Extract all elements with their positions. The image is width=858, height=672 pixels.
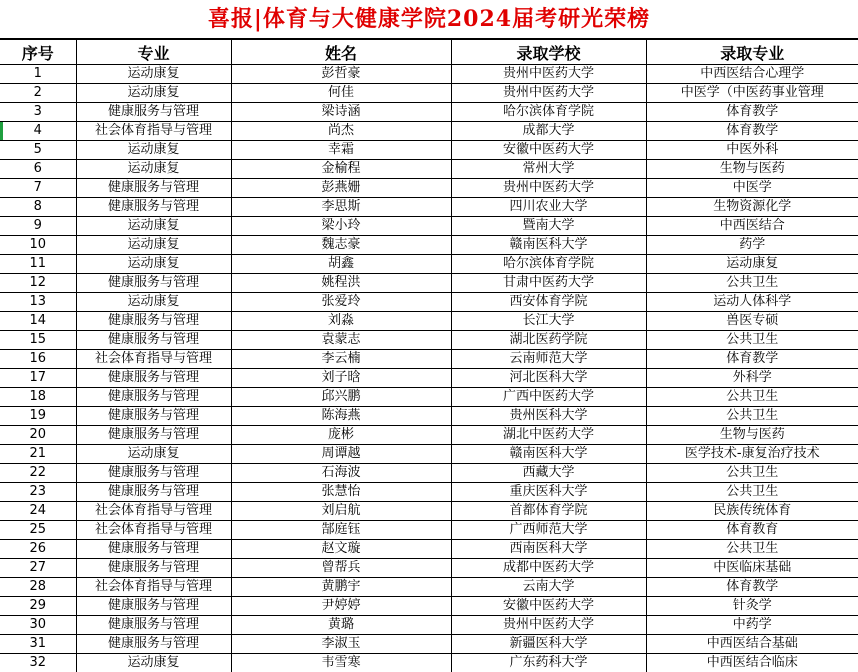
cell-name[interactable]: 郜庭钰 bbox=[231, 521, 451, 540]
cell-school[interactable]: 贵州中医药大学 bbox=[451, 616, 646, 635]
cell-admitted-major[interactable]: 体育教学 bbox=[646, 103, 858, 122]
cell-admitted-major[interactable]: 运动康复 bbox=[646, 255, 858, 274]
cell-index[interactable]: 18 bbox=[0, 388, 76, 407]
cell-name[interactable]: 邱兴鹏 bbox=[231, 388, 451, 407]
cell-admitted-major[interactable]: 中西医结合基础 bbox=[646, 635, 858, 654]
cell-major[interactable]: 社会体育指导与管理 bbox=[76, 521, 231, 540]
cell-name[interactable]: 周谭越 bbox=[231, 445, 451, 464]
cell-major[interactable]: 健康服务与管理 bbox=[76, 198, 231, 217]
cell-name[interactable]: 梁诗涵 bbox=[231, 103, 451, 122]
table-row bbox=[0, 141, 858, 160]
cell-name[interactable]: 张爱玲 bbox=[231, 293, 451, 312]
cell-name[interactable]: 魏志豪 bbox=[231, 236, 451, 255]
table-row bbox=[0, 179, 858, 198]
table-row bbox=[0, 654, 858, 672]
table-row bbox=[0, 464, 858, 483]
cell-admitted-major[interactable]: 中西医结合临床 bbox=[646, 654, 858, 672]
cell-school[interactable]: 贵州中医药大学 bbox=[451, 179, 646, 198]
cell-major[interactable]: 健康服务与管理 bbox=[76, 483, 231, 502]
cell-index[interactable]: 6 bbox=[0, 160, 76, 179]
cell-admitted-major[interactable]: 生物与医药 bbox=[646, 426, 858, 445]
cell-major[interactable]: 健康服务与管理 bbox=[76, 559, 231, 578]
table-row bbox=[0, 616, 858, 635]
cell-school[interactable]: 新疆医科大学 bbox=[451, 635, 646, 654]
cell-index[interactable]: 13 bbox=[0, 293, 76, 312]
cell-index[interactable]: 25 bbox=[0, 521, 76, 540]
cell-school[interactable]: 四川农业大学 bbox=[451, 198, 646, 217]
cell-school[interactable]: 首都体育学院 bbox=[451, 502, 646, 521]
cell-admitted-major[interactable]: 公共卫生 bbox=[646, 464, 858, 483]
cell-admitted-major[interactable]: 中医临床基础 bbox=[646, 559, 858, 578]
cell-school[interactable]: 云南师范大学 bbox=[451, 350, 646, 369]
cell-name[interactable]: 赵文璇 bbox=[231, 540, 451, 559]
cell-admitted-major[interactable]: 中医学（中医药事业管理 bbox=[646, 84, 858, 103]
cell-major[interactable]: 健康服务与管理 bbox=[76, 616, 231, 635]
cell-school[interactable]: 长江大学 bbox=[451, 312, 646, 331]
cell-major[interactable]: 健康服务与管理 bbox=[76, 635, 231, 654]
cell-admitted-major[interactable]: 生物与医药 bbox=[646, 160, 858, 179]
cell-major[interactable]: 运动康复 bbox=[76, 255, 231, 274]
cell-major[interactable]: 健康服务与管理 bbox=[76, 103, 231, 122]
cell-name[interactable]: 幸霜 bbox=[231, 141, 451, 160]
table-row bbox=[0, 160, 858, 179]
table-row bbox=[0, 122, 858, 141]
cell-index[interactable]: 3 bbox=[0, 103, 76, 122]
cell-index[interactable]: 16 bbox=[0, 350, 76, 369]
table-row bbox=[0, 559, 858, 578]
column-header-admitted-major[interactable]: 录取专业 bbox=[646, 40, 858, 65]
cell-admitted-major[interactable]: 民族传统体育 bbox=[646, 502, 858, 521]
table-row bbox=[0, 521, 858, 540]
table-row bbox=[0, 597, 858, 616]
cell-school[interactable]: 暨南大学 bbox=[451, 217, 646, 236]
cell-admitted-major[interactable]: 体育教学 bbox=[646, 350, 858, 369]
cell-index[interactable]: 17 bbox=[0, 369, 76, 388]
cell-index[interactable]: 24 bbox=[0, 502, 76, 521]
cell-admitted-major[interactable]: 医学技术-康复治疗技术 bbox=[646, 445, 858, 464]
cell-name[interactable]: 何佳 bbox=[231, 84, 451, 103]
cell-index[interactable]: 29 bbox=[0, 597, 76, 616]
cell-major[interactable]: 社会体育指导与管理 bbox=[76, 502, 231, 521]
cell-admitted-major[interactable]: 公共卫生 bbox=[646, 483, 858, 502]
cell-school[interactable]: 成都中医药大学 bbox=[451, 559, 646, 578]
cell-school[interactable]: 湖北医药学院 bbox=[451, 331, 646, 350]
cell-index[interactable]: 21 bbox=[0, 445, 76, 464]
cell-school[interactable]: 哈尔滨体育学院 bbox=[451, 103, 646, 122]
cell-major[interactable]: 健康服务与管理 bbox=[76, 464, 231, 483]
table-row bbox=[0, 407, 858, 426]
cell-index[interactable]: 22 bbox=[0, 464, 76, 483]
admission-table bbox=[0, 39, 858, 672]
cell-school[interactable]: 甘肃中医药大学 bbox=[451, 274, 646, 293]
cell-name[interactable]: 韦雪寒 bbox=[231, 654, 451, 672]
cell-admitted-major[interactable]: 中西医结合 bbox=[646, 217, 858, 236]
cell-major[interactable]: 健康服务与管理 bbox=[76, 388, 231, 407]
table-row bbox=[0, 540, 858, 559]
cell-admitted-major[interactable]: 公共卫生 bbox=[646, 274, 858, 293]
cell-name[interactable]: 梁小玲 bbox=[231, 217, 451, 236]
cell-school[interactable]: 贵州医科大学 bbox=[451, 407, 646, 426]
table-row bbox=[0, 578, 858, 597]
cell-admitted-major[interactable]: 针灸学 bbox=[646, 597, 858, 616]
cell-name[interactable]: 刘淼 bbox=[231, 312, 451, 331]
cell-name[interactable]: 尹婷婷 bbox=[231, 597, 451, 616]
cell-admitted-major[interactable]: 公共卫生 bbox=[646, 540, 858, 559]
cell-major[interactable]: 运动康复 bbox=[76, 65, 231, 84]
cell-school[interactable]: 西藏大学 bbox=[451, 464, 646, 483]
cell-index[interactable]: 27 bbox=[0, 559, 76, 578]
cell-index[interactable]: 4 bbox=[0, 122, 76, 141]
cell-name[interactable]: 李思斯 bbox=[231, 198, 451, 217]
cell-major[interactable]: 运动康复 bbox=[76, 293, 231, 312]
header-row bbox=[0, 40, 858, 65]
cell-admitted-major[interactable]: 体育教学 bbox=[646, 122, 858, 141]
cell-school[interactable]: 赣南医科大学 bbox=[451, 236, 646, 255]
cell-index[interactable]: 7 bbox=[0, 179, 76, 198]
cell-major[interactable]: 健康服务与管理 bbox=[76, 597, 231, 616]
cell-name[interactable]: 刘启航 bbox=[231, 502, 451, 521]
cell-index[interactable]: 14 bbox=[0, 312, 76, 331]
cell-school[interactable]: 赣南医科大学 bbox=[451, 445, 646, 464]
cell-admitted-major[interactable]: 中医学 bbox=[646, 179, 858, 198]
cell-index[interactable]: 19 bbox=[0, 407, 76, 426]
cell-index[interactable]: 11 bbox=[0, 255, 76, 274]
cell-major[interactable]: 健康服务与管理 bbox=[76, 540, 231, 559]
cell-school[interactable]: 西南医科大学 bbox=[451, 540, 646, 559]
table-row bbox=[0, 483, 858, 502]
column-header-name[interactable]: 姓名 bbox=[231, 40, 451, 65]
cell-index[interactable]: 12 bbox=[0, 274, 76, 293]
table-row bbox=[0, 635, 858, 654]
cell-school[interactable]: 哈尔滨体育学院 bbox=[451, 255, 646, 274]
cell-school[interactable]: 贵州中医药大学 bbox=[451, 84, 646, 103]
table-row bbox=[0, 236, 858, 255]
table-row bbox=[0, 350, 858, 369]
cell-admitted-major[interactable]: 体育教育 bbox=[646, 521, 858, 540]
cell-major[interactable]: 社会体育指导与管理 bbox=[76, 122, 231, 141]
cell-name[interactable]: 刘子晗 bbox=[231, 369, 451, 388]
cell-name[interactable]: 彭哲豪 bbox=[231, 65, 451, 84]
cell-name[interactable]: 彭燕姗 bbox=[231, 179, 451, 198]
cell-name[interactable]: 张慧怡 bbox=[231, 483, 451, 502]
cell-admitted-major[interactable]: 中药学 bbox=[646, 616, 858, 635]
cell-school[interactable]: 河北医科大学 bbox=[451, 369, 646, 388]
cell-name[interactable]: 金榆程 bbox=[231, 160, 451, 179]
cell-index[interactable]: 26 bbox=[0, 540, 76, 559]
cell-school[interactable]: 广西师范大学 bbox=[451, 521, 646, 540]
column-header-major[interactable]: 专业 bbox=[76, 40, 231, 65]
cell-name[interactable]: 黄璐 bbox=[231, 616, 451, 635]
page-title: 喜报|体育与大健康学院2024届考研光荣榜 bbox=[0, 0, 858, 39]
cell-index[interactable]: 31 bbox=[0, 635, 76, 654]
cell-index[interactable]: 10 bbox=[0, 236, 76, 255]
cell-major[interactable]: 运动康复 bbox=[76, 654, 231, 672]
cell-major[interactable]: 健康服务与管理 bbox=[76, 312, 231, 331]
cell-index[interactable]: 2 bbox=[0, 84, 76, 103]
cell-index[interactable]: 32 bbox=[0, 654, 76, 672]
cell-admitted-major[interactable]: 体育教学 bbox=[646, 578, 858, 597]
cell-admitted-major[interactable]: 外科学 bbox=[646, 369, 858, 388]
cell-index[interactable]: 20 bbox=[0, 426, 76, 445]
table-row bbox=[0, 388, 858, 407]
table-row bbox=[0, 217, 858, 236]
cell-school[interactable]: 广东药科大学 bbox=[451, 654, 646, 672]
cell-index[interactable]: 5 bbox=[0, 141, 76, 160]
cell-major[interactable]: 健康服务与管理 bbox=[76, 369, 231, 388]
cell-major[interactable]: 健康服务与管理 bbox=[76, 274, 231, 293]
cell-admitted-major[interactable]: 中医外科 bbox=[646, 141, 858, 160]
cell-major[interactable]: 健康服务与管理 bbox=[76, 179, 231, 198]
cell-admitted-major[interactable]: 公共卫生 bbox=[646, 331, 858, 350]
cell-school[interactable]: 西安体育学院 bbox=[451, 293, 646, 312]
table-row bbox=[0, 293, 858, 312]
cell-admitted-major[interactable]: 药学 bbox=[646, 236, 858, 255]
table-row bbox=[0, 103, 858, 122]
cell-index[interactable]: 1 bbox=[0, 65, 76, 84]
cell-name[interactable]: 袁蒙志 bbox=[231, 331, 451, 350]
table-row bbox=[0, 255, 858, 274]
table-row bbox=[0, 65, 858, 84]
cell-name[interactable]: 黄鹏宇 bbox=[231, 578, 451, 597]
cell-school[interactable]: 常州大学 bbox=[451, 160, 646, 179]
cell-major[interactable]: 运动康复 bbox=[76, 160, 231, 179]
cell-school[interactable]: 云南大学 bbox=[451, 578, 646, 597]
cell-index[interactable]: 28 bbox=[0, 578, 76, 597]
cell-major[interactable]: 运动康复 bbox=[76, 445, 231, 464]
cell-major[interactable]: 运动康复 bbox=[76, 141, 231, 160]
cell-school[interactable]: 安徽中医药大学 bbox=[451, 597, 646, 616]
cell-index[interactable]: 8 bbox=[0, 198, 76, 217]
cell-major[interactable]: 健康服务与管理 bbox=[76, 407, 231, 426]
cell-admitted-major[interactable]: 公共卫生 bbox=[646, 388, 858, 407]
cell-major[interactable]: 运动康复 bbox=[76, 217, 231, 236]
cell-name[interactable]: 陈海燕 bbox=[231, 407, 451, 426]
cell-admitted-major[interactable]: 中西医结合心理学 bbox=[646, 65, 858, 84]
cell-school[interactable]: 贵州中医药大学 bbox=[451, 65, 646, 84]
cell-name[interactable]: 胡鑫 bbox=[231, 255, 451, 274]
table-row bbox=[0, 369, 858, 388]
cell-school[interactable]: 成都大学 bbox=[451, 122, 646, 141]
table-row bbox=[0, 331, 858, 350]
cell-school[interactable]: 安徽中医药大学 bbox=[451, 141, 646, 160]
cell-major[interactable]: 社会体育指导与管理 bbox=[76, 578, 231, 597]
table-row bbox=[0, 84, 858, 103]
cell-name[interactable]: 曾帮兵 bbox=[231, 559, 451, 578]
cell-school[interactable]: 重庆医科大学 bbox=[451, 483, 646, 502]
cell-name[interactable]: 石海波 bbox=[231, 464, 451, 483]
cell-school[interactable]: 广西中医药大学 bbox=[451, 388, 646, 407]
column-header-index[interactable]: 序号 bbox=[0, 40, 76, 65]
table-row bbox=[0, 426, 858, 445]
cell-major[interactable]: 运动康复 bbox=[76, 84, 231, 103]
cell-index[interactable]: 15 bbox=[0, 331, 76, 350]
cell-index[interactable]: 30 bbox=[0, 616, 76, 635]
cell-major[interactable]: 健康服务与管理 bbox=[76, 426, 231, 445]
table-row bbox=[0, 198, 858, 217]
cell-school[interactable]: 湖北中医药大学 bbox=[451, 426, 646, 445]
cell-name[interactable]: 李云楠 bbox=[231, 350, 451, 369]
cell-name[interactable]: 姚程洪 bbox=[231, 274, 451, 293]
cell-admitted-major[interactable]: 生物资源化学 bbox=[646, 198, 858, 217]
cell-admitted-major[interactable]: 运动人体科学 bbox=[646, 293, 858, 312]
column-header-school[interactable]: 录取学校 bbox=[451, 40, 646, 65]
cell-index[interactable]: 9 bbox=[0, 217, 76, 236]
table-row bbox=[0, 445, 858, 464]
table-row bbox=[0, 502, 858, 521]
table-row bbox=[0, 274, 858, 293]
table-row bbox=[0, 312, 858, 331]
cell-name[interactable]: 庞彬 bbox=[231, 426, 451, 445]
cell-major[interactable]: 运动康复 bbox=[76, 236, 231, 255]
cell-name[interactable]: 李淑玉 bbox=[231, 635, 451, 654]
cell-index[interactable]: 23 bbox=[0, 483, 76, 502]
cell-major[interactable]: 健康服务与管理 bbox=[76, 331, 231, 350]
cell-major[interactable]: 社会体育指导与管理 bbox=[76, 350, 231, 369]
cell-admitted-major[interactable]: 兽医专硕 bbox=[646, 312, 858, 331]
cell-admitted-major[interactable]: 公共卫生 bbox=[646, 407, 858, 426]
cell-name[interactable]: 尚杰 bbox=[231, 122, 451, 141]
